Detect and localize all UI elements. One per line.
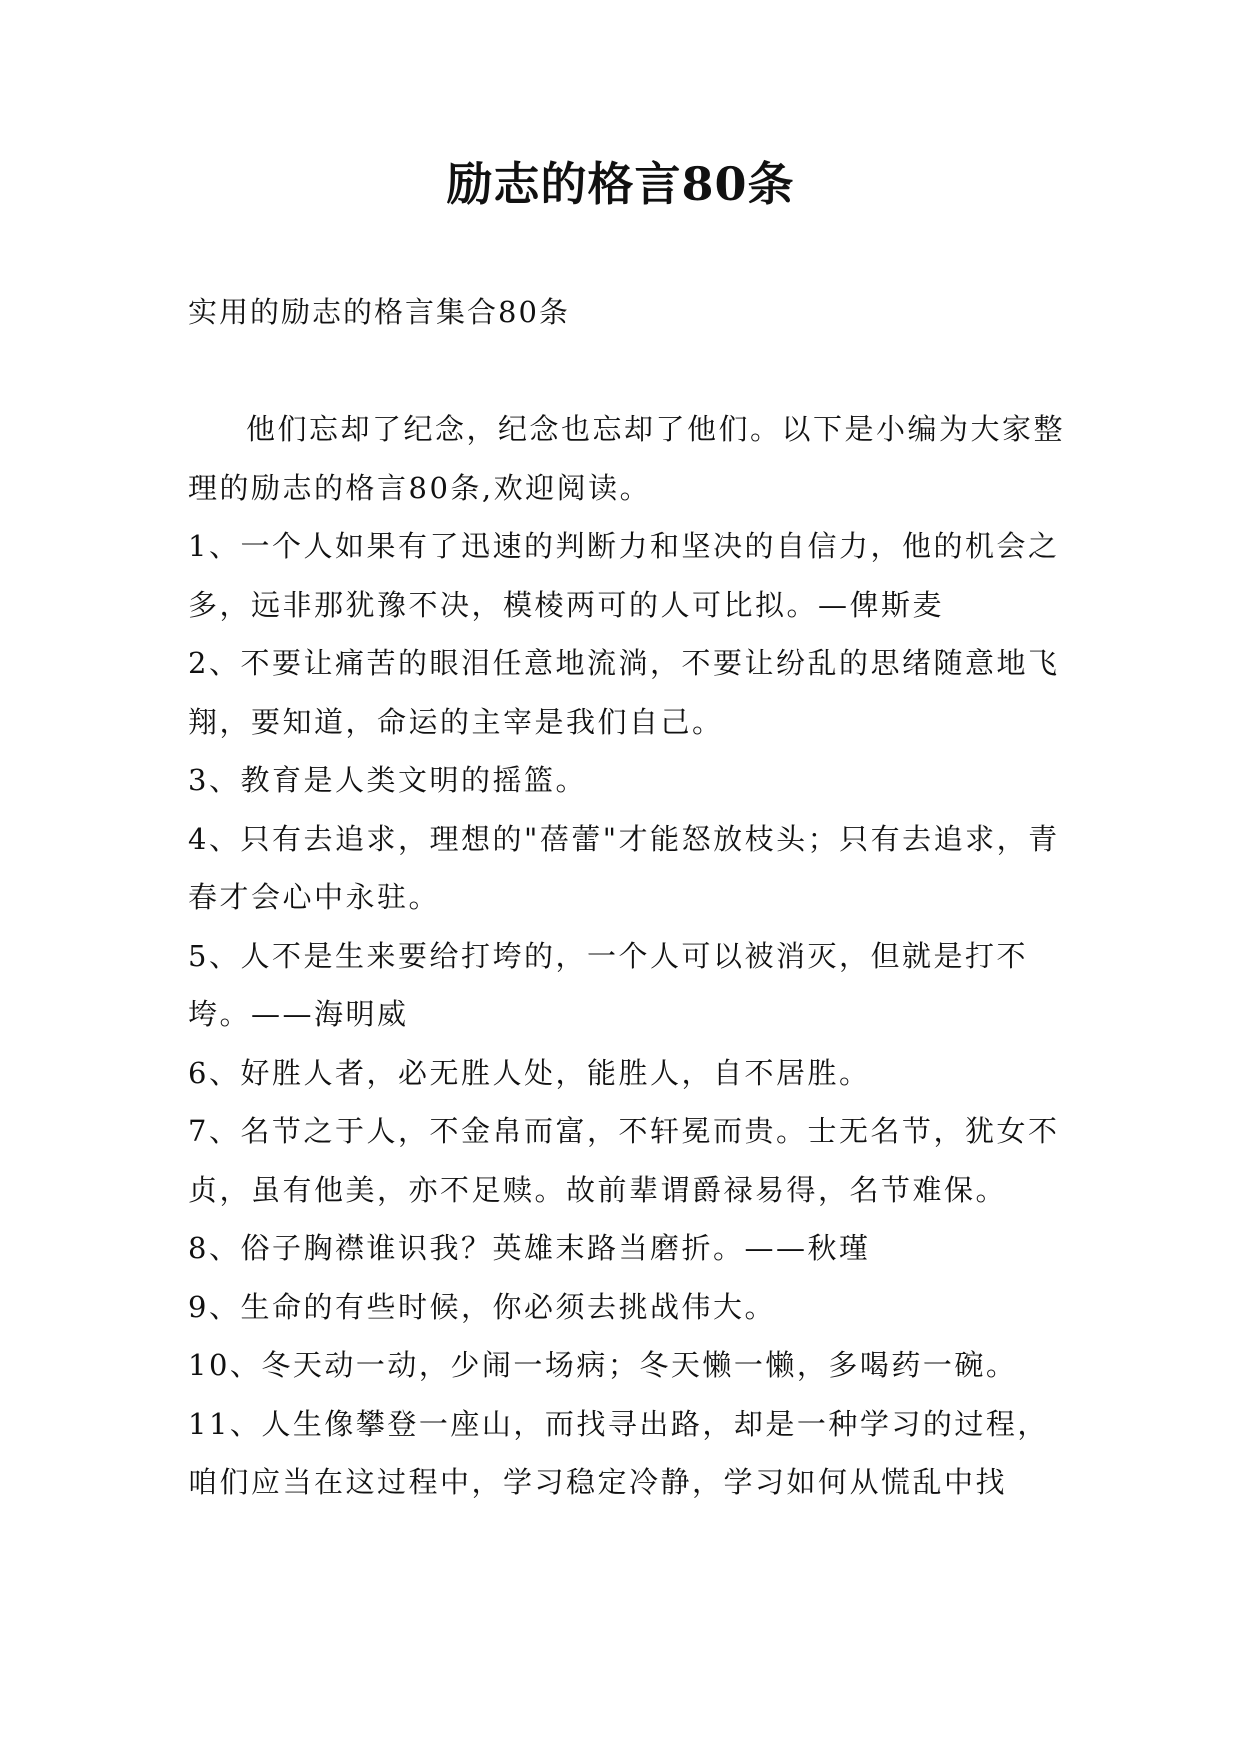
document-subtitle: 实用的励志的格言集合80条 <box>188 295 570 329</box>
quote-item: 9、生命的有些时候，你必须去挑战伟大。 <box>188 1289 776 1324</box>
quote-item: 8、俗子胸襟谁识我？英雄末路当磨折。——秋瑾 <box>188 1231 871 1265</box>
document-title: 励志的格言80条 <box>446 157 795 211</box>
quote-item: 11、人生像攀登一座山，而找寻出路，却是一种学习的过程，咱们应当在这过程中，学习稳定冷静，学习如何从慌乱中找 <box>188 1406 1049 1499</box>
document-body <box>188 400 1066 1512</box>
intro-paragraph: 他们忘却了纪念，纪念也忘却了他们。以下是小编为大家整理的励志的格言80条,欢迎阅读。 <box>188 412 1066 505</box>
quote-item: 7、名节之于人，不金帛而富，不轩冕而贵。士无名节，犹女不贞，虽有他美，亦不足赎。故前辈谓爵禄易得，名节难保。 <box>188 1114 1060 1207</box>
quote-item: 10、冬天动一动，少闹一场病；冬天懒一懒，多喝药一碗。 <box>188 1348 1018 1382</box>
quote-item: 6、好胜人者，必无胜人处，能胜人，自不居胜。 <box>188 1055 871 1090</box>
quote-item: 4、只有去追求，理想的"蓓蕾"才能怒放枝头；只有去追求，青春才会心中永驻。 <box>188 821 1060 914</box>
quote-item: 5、人不是生来要给打垮的，一个人可以被消灭，但就是打不垮。——海明威 <box>188 938 1028 1031</box>
quote-item: 3、教育是人类文明的摇篮。 <box>188 763 587 797</box>
quote-item: 1、一个人如果有了迅速的判断力和坚决的自信力，他的机会之多，远非那犹豫不决，模棱两可的人可比拟。—俾斯麦 <box>188 529 1060 622</box>
quote-item: 2、不要让痛苦的眼泪任意地流淌，不要让纷乱的思绪随意地飞翔，要知道，命运的主宰是我们自己。 <box>188 646 1060 739</box>
